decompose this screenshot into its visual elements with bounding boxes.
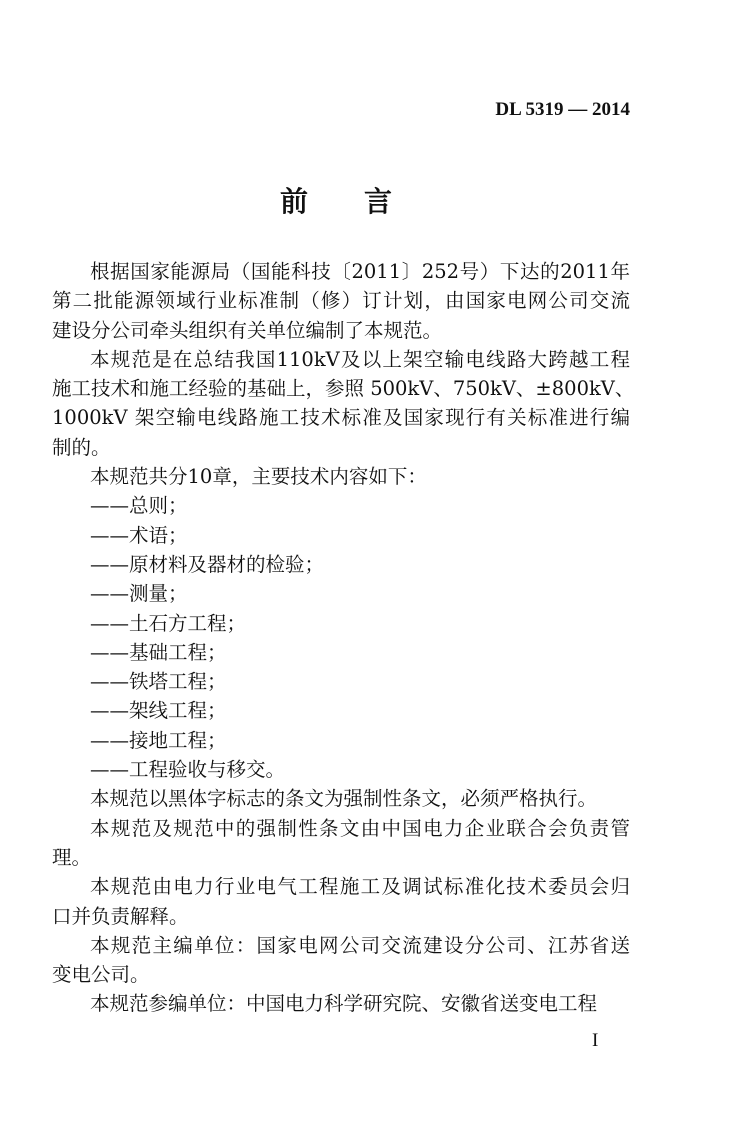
paragraph-line: 本规范及规范中的强制性条文由中国电力企业联合会负责管 <box>90 816 630 840</box>
chapter-list <box>52 491 630 784</box>
document-body <box>52 257 635 1019</box>
page-title <box>280 180 392 220</box>
paragraph-line: 本规范共分10章，主要技术内容如下： <box>90 465 427 489</box>
chapter-list-item: ——铁塔工程； <box>90 670 227 694</box>
chapter-list-item: ——测量； <box>90 582 188 606</box>
paragraph-line: 变电公司。 <box>52 963 150 987</box>
paragraph <box>52 872 630 931</box>
paragraph <box>52 345 635 462</box>
standard-code: DL 5319 — 2014 <box>495 99 630 120</box>
chapter-list-item: ——工程验收与移交。 <box>90 758 286 782</box>
paragraph <box>52 931 630 990</box>
paragraph-line: 本规范以黑体字标志的条文为强制性条文，必须严格执行。 <box>90 787 598 811</box>
paragraph <box>52 814 630 873</box>
title-char: 前 <box>280 185 309 218</box>
chapter-list-item: ——架线工程； <box>90 699 227 723</box>
paragraph-line: 根据国家能源局（国能科技〔2011〕252号）下达的2011年 <box>90 260 630 283</box>
paragraph-line: 本规范由电力行业电气工程施工及调试标准化技术委员会归 <box>90 875 630 899</box>
paragraph-line: 建设分公司牵头组织有关单位编制了本规范。 <box>52 318 443 342</box>
chapter-list-item: ——术语； <box>90 523 188 547</box>
title-char: 言 <box>364 185 393 218</box>
paragraph-line: 1000kV 架空输电线路施工技术标准及国家现行有关标准进行编 <box>52 406 630 430</box>
chapter-list-item: ——原材料及器材的检验； <box>90 552 325 576</box>
paragraph-line: 制的。 <box>52 435 111 459</box>
paragraph-line: 本规范是在总结我国110kV及以上架空输电线路大跨越工程 <box>90 347 630 371</box>
paragraph-line: 本规范主编单位：国家电网公司交流建设分公司、江苏省送 <box>90 933 630 957</box>
paragraph-line: 理。 <box>52 845 92 869</box>
paragraph <box>52 989 630 1018</box>
paragraph <box>52 784 630 813</box>
chapter-list-item: ——基础工程； <box>90 640 227 664</box>
chapter-list-item: ——总则； <box>90 494 188 518</box>
page-number: I <box>592 1030 599 1051</box>
paragraph-line: 本规范参编单位：中国电力科学研究院、安徽省送变电工程 <box>90 992 598 1016</box>
paragraph-line: 口并负责解释。 <box>52 904 189 928</box>
paragraph-line: 第二批能源领域行业标准制（修）订计划，由国家电网公司交流 <box>52 289 630 313</box>
chapter-list-item: ——土石方工程； <box>90 611 247 635</box>
chapter-list-item: ——接地工程； <box>90 728 227 752</box>
paragraph <box>52 462 630 491</box>
paragraph-line: 施工技术和施工经验的基础上，参照 500kV、750kV、±800kV、 <box>52 377 635 401</box>
paragraph <box>52 257 630 345</box>
